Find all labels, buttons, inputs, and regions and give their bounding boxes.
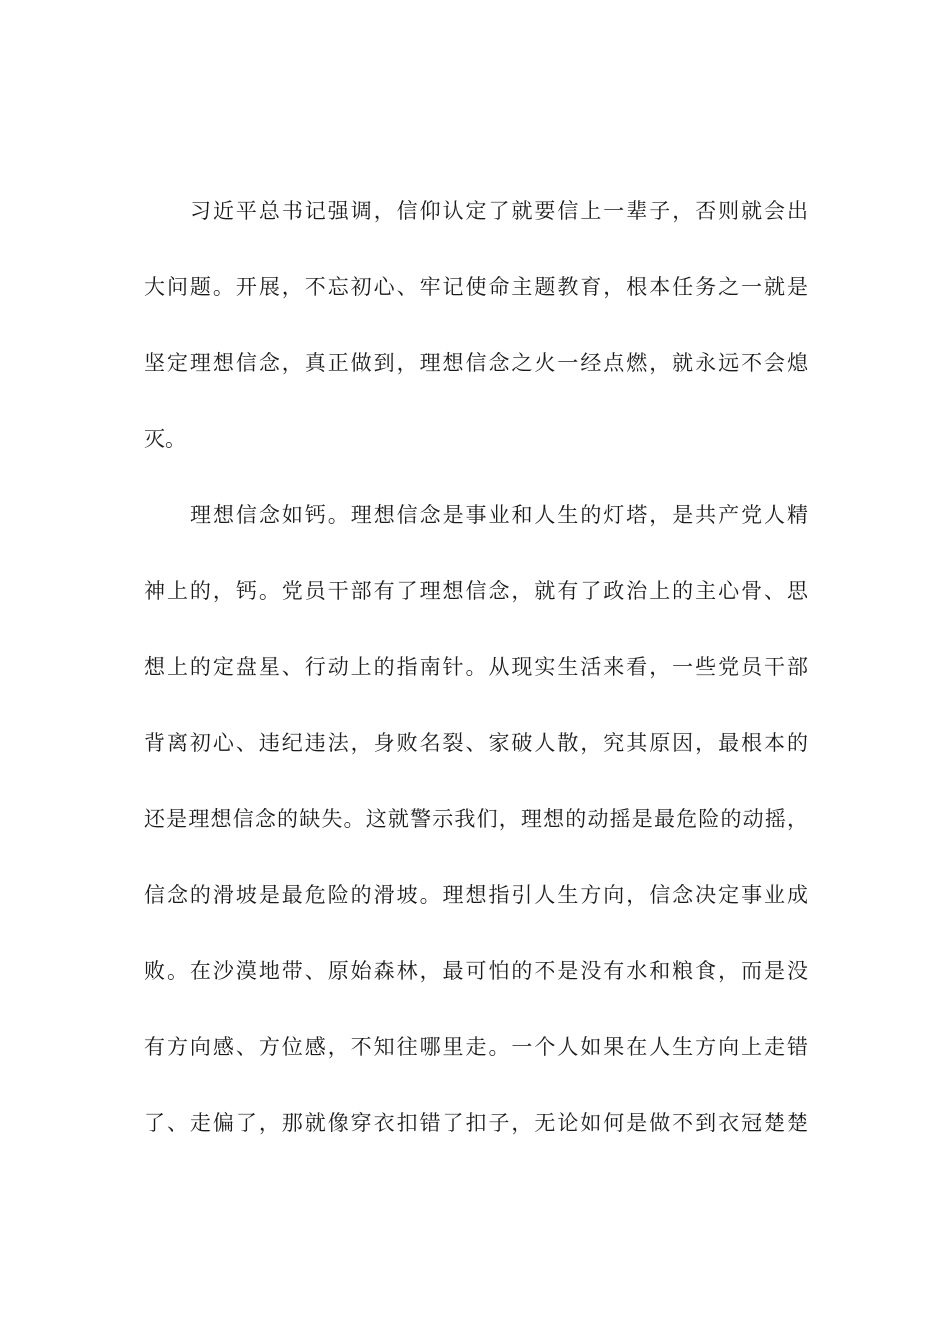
text-line: 想上的定盘星、行动上的指南针。从现实生活来看，一些党员干部 bbox=[144, 655, 808, 679]
text-line: 大问题。开展，不忘初心、牢记使命主题教育，根本任务之一就是 bbox=[144, 275, 808, 299]
text-line: 有方向感、方位感，不知往哪里走。一个人如果在人生方向上走错 bbox=[144, 1035, 808, 1059]
paragraph-1 bbox=[144, 191, 808, 495]
text-line: 背离初心、违纪违法，身败名裂、家破人散，究其原因，最根本的 bbox=[144, 731, 808, 755]
text-line: 了、走偏了，那就像穿衣扣错了扣子，无论如何是做不到衣冠楚楚 bbox=[144, 1111, 808, 1135]
text-line: 神上的，钙。党员干部有了理想信念，就有了政治上的主心骨、思 bbox=[144, 579, 808, 603]
paragraph-2 bbox=[144, 495, 808, 1179]
text-line: 理想信念如钙。理想信念是事业和人生的灯塔，是共产党人精 bbox=[190, 503, 808, 527]
text-line: 信念的滑坡是最危险的滑坡。理想指引人生方向，信念决定事业成 bbox=[144, 883, 808, 907]
text-line: 败。在沙漠地带、原始森林，最可怕的不是没有水和粮食，而是没 bbox=[144, 959, 808, 983]
text-line: 坚定理想信念，真正做到，理想信念之火一经点燃，就永远不会熄 bbox=[144, 351, 808, 375]
text-line: 还是理想信念的缺失。这就警示我们，理想的动摇是最危险的动摇， bbox=[144, 807, 808, 831]
text-line: 习近平总书记强调，信仰认定了就要信上一辈子，否则就会出 bbox=[190, 199, 808, 223]
text-line: 灭。 bbox=[144, 427, 186, 451]
body-text bbox=[144, 191, 808, 1179]
